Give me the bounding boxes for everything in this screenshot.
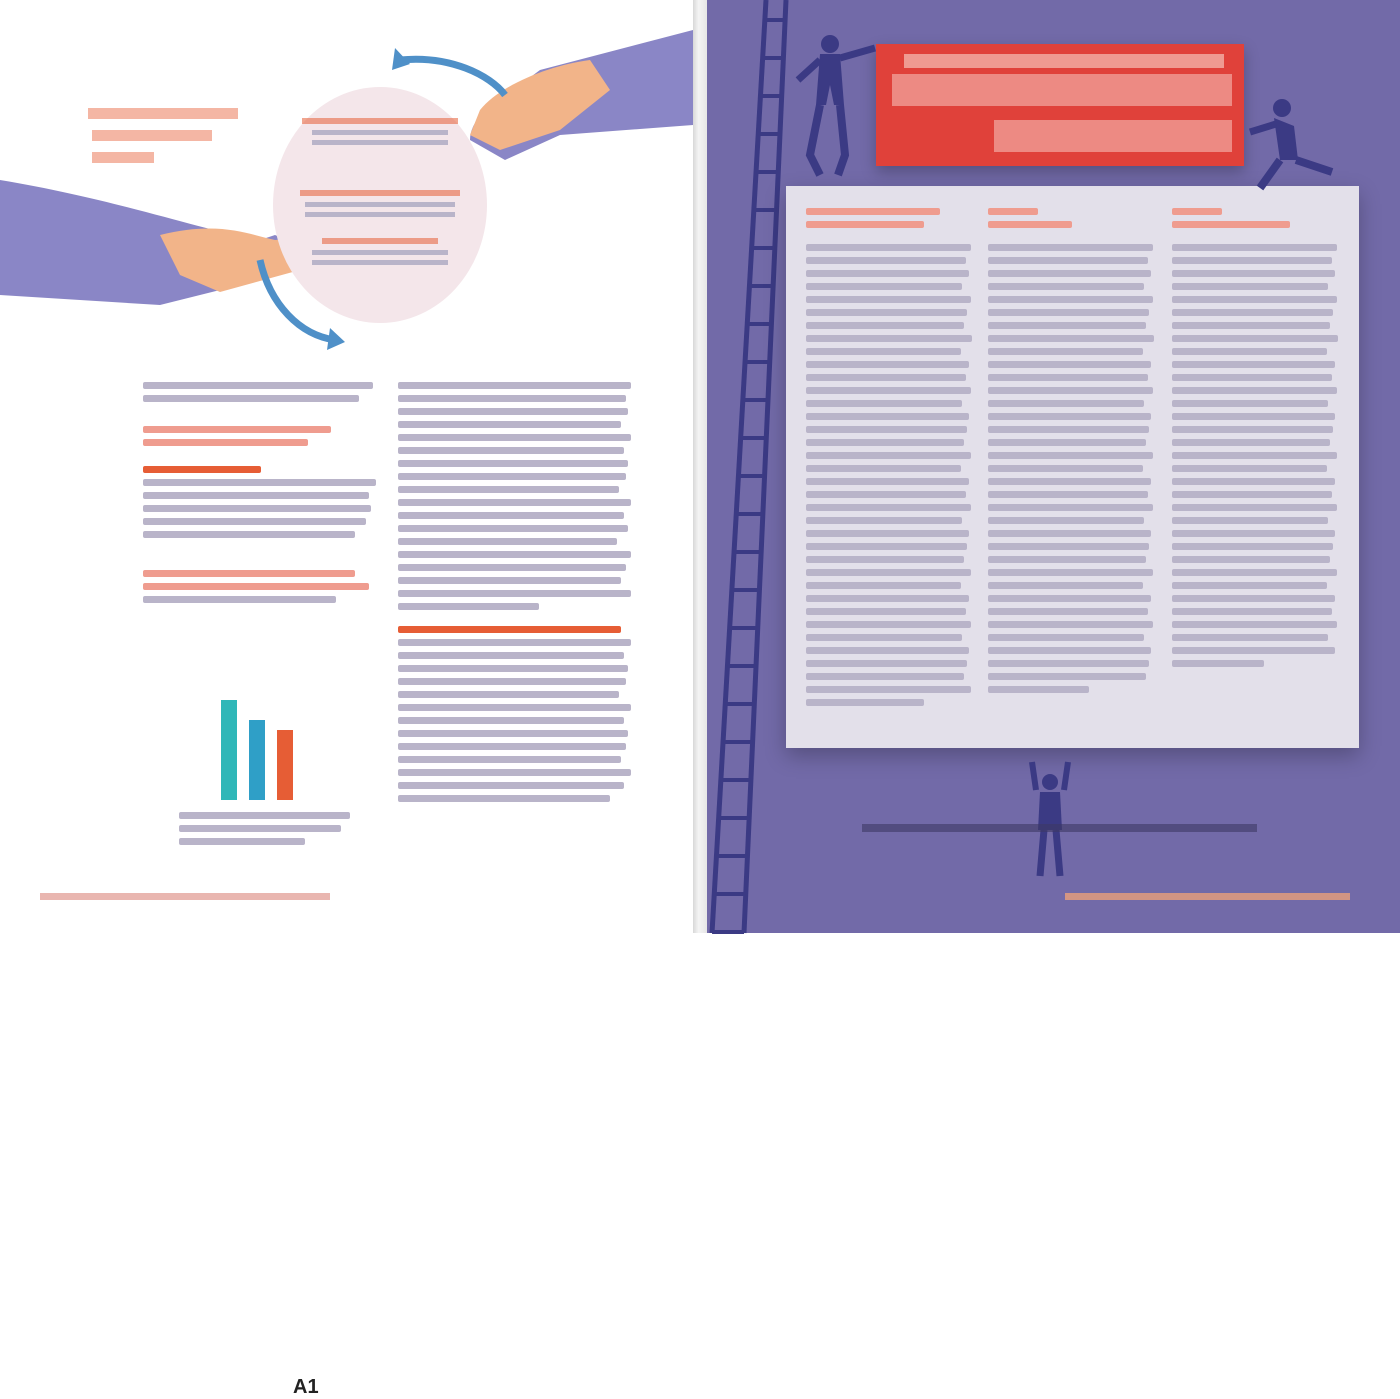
left-sidebar-box xyxy=(143,570,378,1398)
pushing-figure-right xyxy=(1246,96,1338,206)
hands-illustration xyxy=(0,30,693,360)
chart-bar xyxy=(277,730,293,800)
chart-bar xyxy=(249,720,265,800)
standing-figure-bottom xyxy=(1020,760,1080,880)
left-column-1 xyxy=(143,382,378,544)
page-title xyxy=(892,74,1232,158)
page-gutter xyxy=(693,0,707,933)
ladder-illustration xyxy=(706,0,796,933)
left-footer xyxy=(40,893,330,900)
logo-caption xyxy=(179,812,359,851)
floor-shadow xyxy=(862,824,1257,832)
right-footer xyxy=(1065,893,1350,900)
a1-logo: A1 xyxy=(293,1376,319,1398)
climbing-figure-left xyxy=(790,30,880,180)
title-kicker xyxy=(904,54,1224,68)
right-column-1 xyxy=(806,208,974,712)
right-column-2 xyxy=(988,208,1156,699)
right-column-3 xyxy=(1172,208,1340,673)
chart-bar xyxy=(221,700,237,800)
left-page xyxy=(0,0,693,1398)
left-column-2 xyxy=(398,382,633,808)
